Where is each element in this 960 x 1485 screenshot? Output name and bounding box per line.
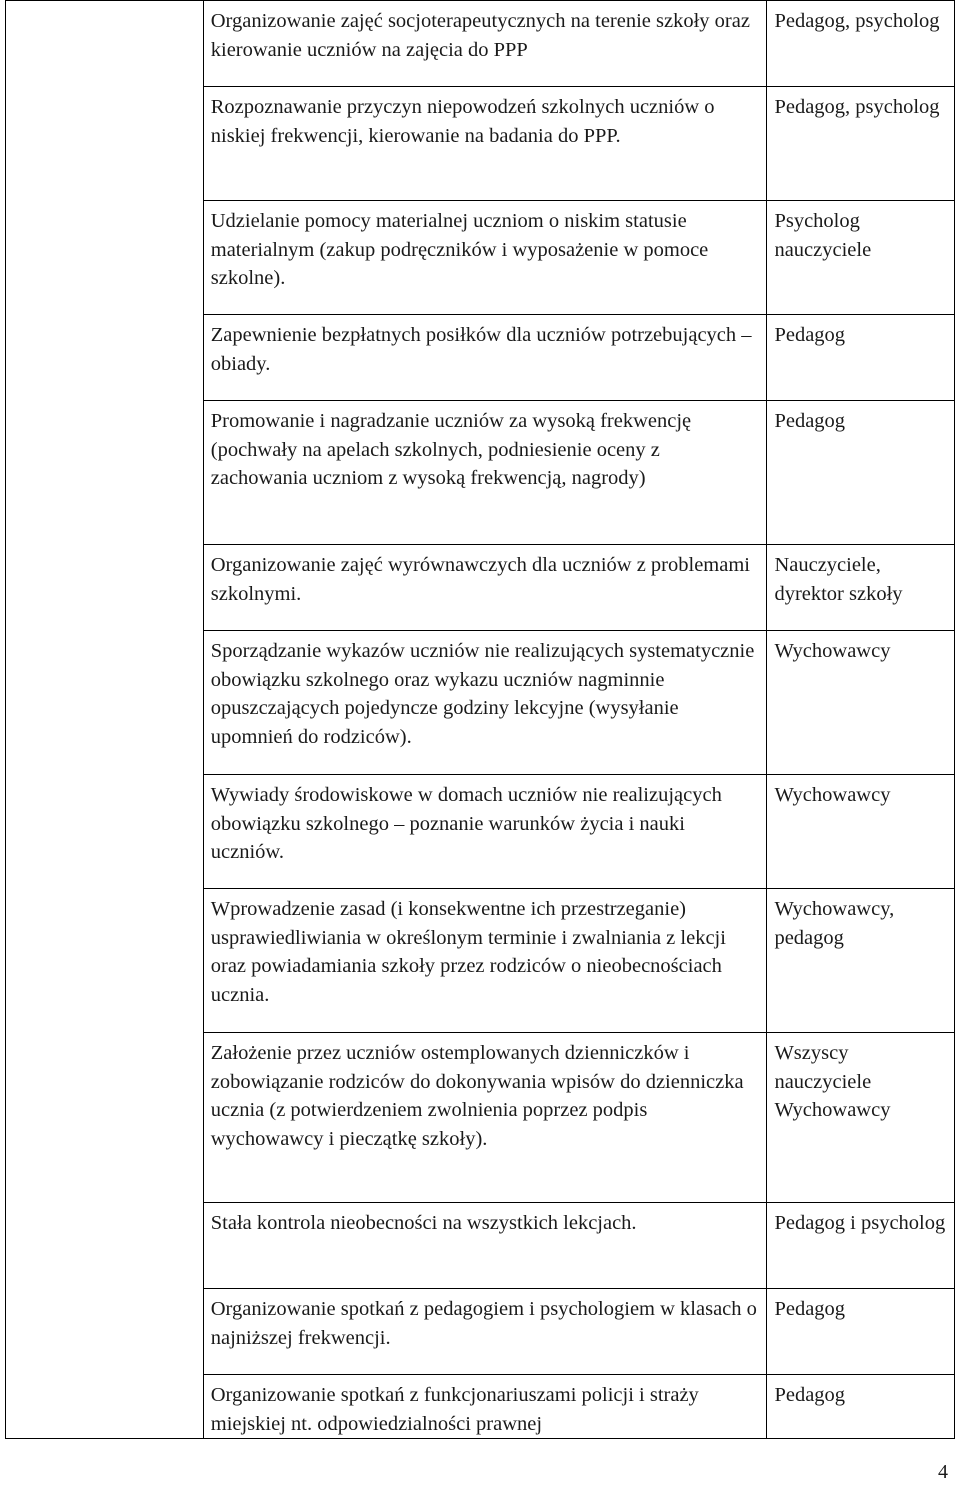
responsible-cell [767,545,955,631]
responsible-text: Pedagog [774,324,846,346]
responsible-cell [767,1203,955,1289]
responsible-text: Pedagog i psycholog [774,1212,946,1234]
responsible-cell [767,1375,955,1439]
task-cell [203,1,767,87]
task-cell [203,1033,767,1203]
table-row [6,1,955,87]
task-text: Promowanie i nagradzanie uczniów za wysoką frekwencję (pochwały na apelach szkolnych, podniesienie oceny z zachowania uczniom z wysoką frekwencją, nagrody) [210,410,692,489]
page-number: 4 [938,1461,948,1483]
task-text: Założenie przez uczniów ostemplowanych dzienniczków i zobowiązanie rodziców do dokonywania wpisów do dzienniczka ucznia (z potwierdzeniem zwolnienia poprzez podpis wychowawcy i pieczątkę szkoły). [210,1042,744,1150]
task-text: Stała kontrola nieobecności na wszystkich lekcjach. [210,1212,637,1234]
activities-table [5,0,955,1439]
responsible-text: Pedagog, psycholog [774,10,940,32]
task-cell [203,1203,767,1289]
responsible-text: Wychowawcy [774,640,891,662]
responsible-text: Wychowawcy, pedagog [774,898,895,949]
task-text: Organizowanie spotkań z funkcjonariuszami policji i straży miejskiej nt. odpowiedzialności prawnej [210,1384,699,1435]
responsible-text: Wszyscy nauczyciele Wychowawcy [774,1042,891,1121]
task-text: Organizowanie zajęć socjoterapeutycznych na terenie szkoły oraz kierowanie uczniów na zajęcia do PPP [210,10,750,61]
responsible-cell [767,87,955,201]
responsible-text: Nauczyciele, dyrektor szkoły [774,554,903,605]
task-text: Wywiady środowiskowe w domach uczniów nie realizujących obowiązku szkolnego – poznanie warunków życia i nauki uczniów. [210,784,722,863]
task-text: Organizowanie zajęć wyrównawczych dla uczniów z problemami szkolnymi. [210,554,750,605]
responsible-cell [767,631,955,775]
blank-cell [6,1,204,1439]
responsible-text: Pedagog [774,1298,846,1320]
task-cell [203,1289,767,1375]
task-cell [203,775,767,889]
responsible-cell [767,775,955,889]
responsible-cell [767,889,955,1033]
task-cell [203,201,767,315]
responsible-cell [767,1033,955,1203]
task-cell [203,87,767,201]
task-text: Sporządzanie wykazów uczniów nie realizujących systematycznie obowiązku szkolnego oraz wykazu uczniów nagminnie opuszczających pojedyncze godziny lekcyjne (wysyłanie upomnień do rodziców). [210,640,755,748]
responsible-cell [767,1,955,87]
task-text: Udzielanie pomocy materialnej uczniom o niskim statusie materialnym (zakup podręczników i wyposażenie w pomoce szkolne). [210,210,709,289]
task-cell [203,1375,767,1439]
task-text: Zapewnienie bezpłatnych posiłków dla uczniów potrzebujących – obiady. [210,324,752,375]
responsible-text: Pedagog, psycholog [774,96,940,118]
task-cell [203,315,767,401]
responsible-text: Wychowawcy [774,784,891,806]
task-cell [203,889,767,1033]
responsible-cell [767,315,955,401]
task-text: Organizowanie spotkań z pedagogiem i psychologiem w klasach o najniższej frekwencji. [210,1298,757,1349]
task-text: Wprowadzenie zasad (i konsekwentne ich przestrzeganie) usprawiedliwiania w określonym terminie i zwalniania z lekcji oraz powiadamiania szkoły przez rodziców o nieobecnościach ucznia. [210,898,726,1006]
task-cell [203,631,767,775]
responsible-text: Psycholog nauczyciele [774,210,872,261]
task-cell [203,545,767,631]
task-cell [203,401,767,545]
responsible-text: Pedagog [774,1384,846,1406]
table-body [6,1,955,1439]
responsible-cell [767,401,955,545]
responsible-cell [767,201,955,315]
responsible-text: Pedagog [774,410,846,432]
responsible-cell [767,1289,955,1375]
task-text: Rozpoznawanie przyczyn niepowodzeń szkolnych uczniów o niskiej frekwencji, kierowanie na badania do PPP. [210,96,715,147]
